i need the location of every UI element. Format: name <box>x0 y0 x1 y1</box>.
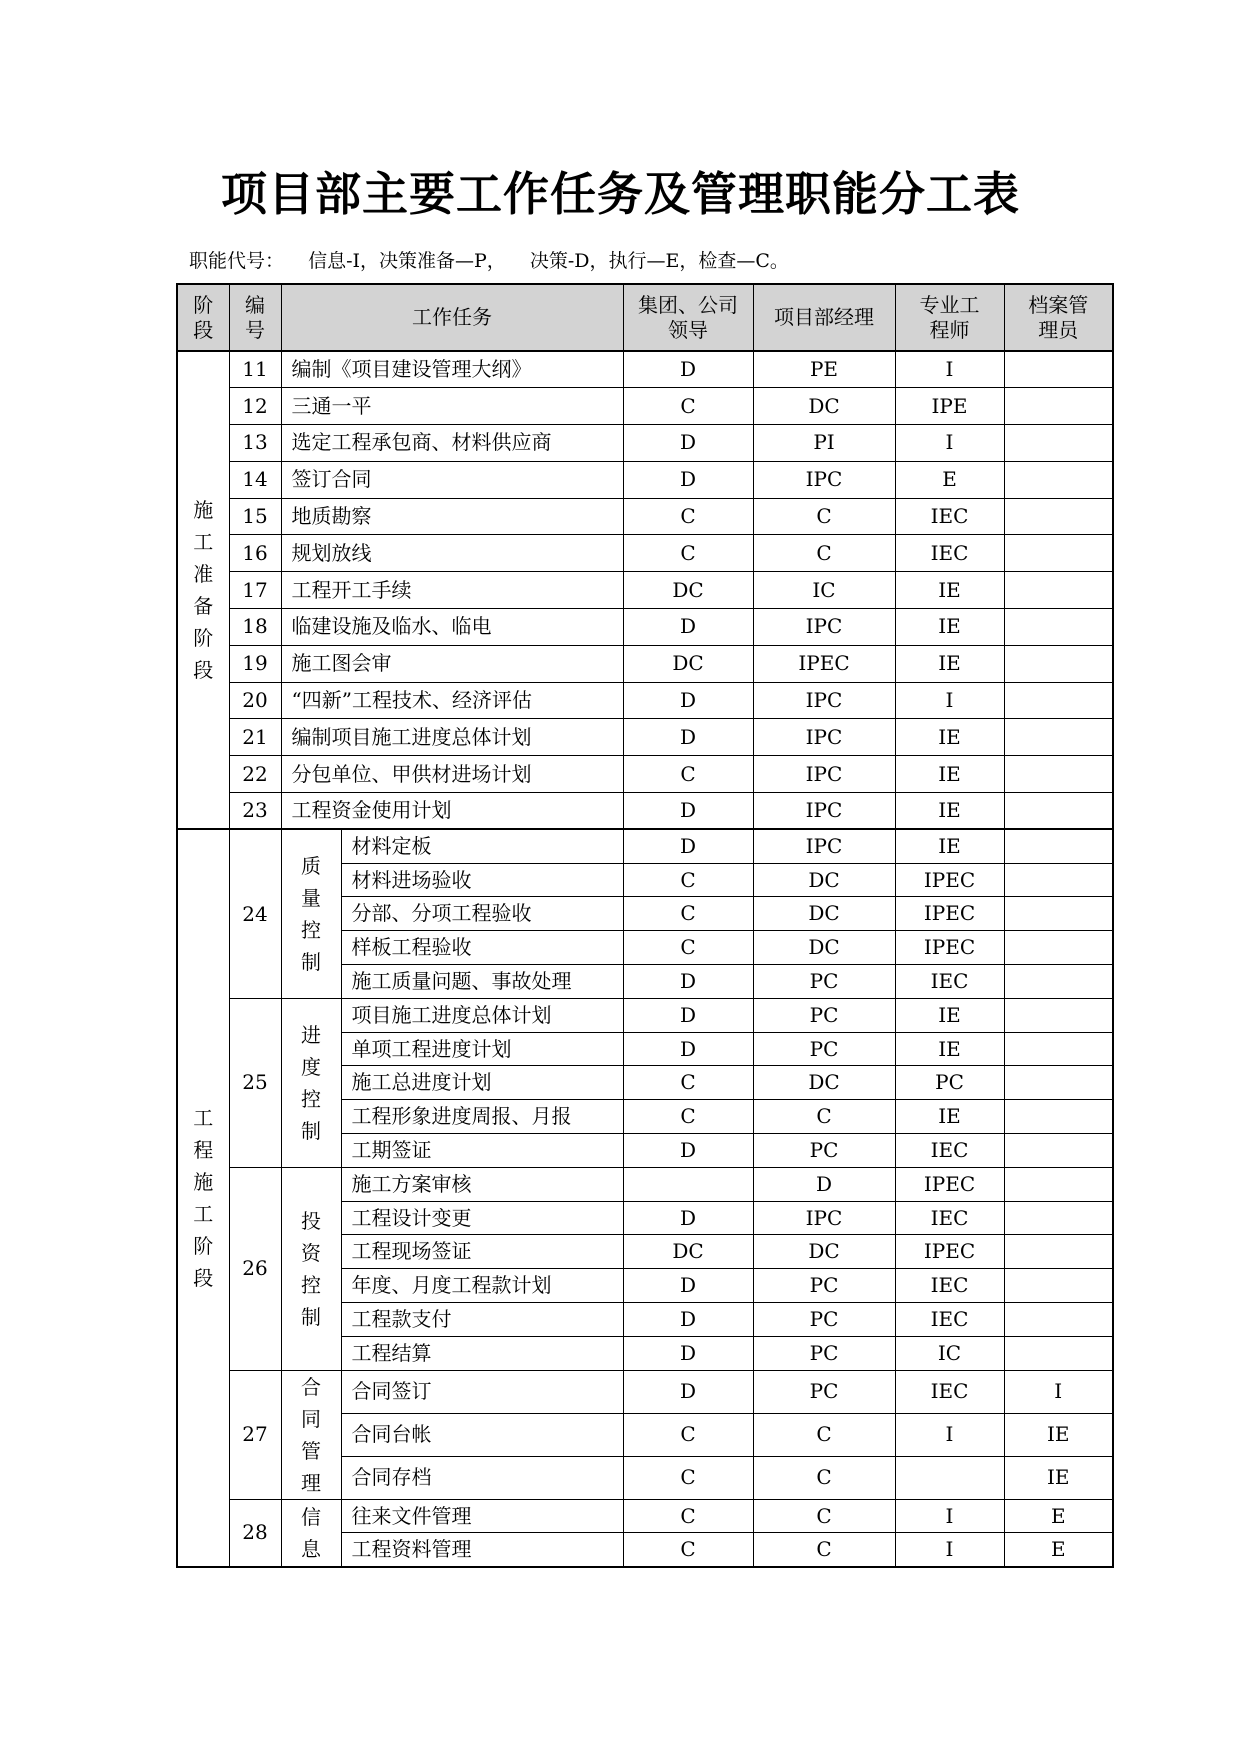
category-label <box>281 1499 341 1567</box>
archivist-role <box>1004 498 1113 535</box>
task-name: 单项工程进度计划 <box>341 1032 623 1066</box>
project-manager-role: IPC <box>753 461 895 498</box>
task-name: 编制项目施工进度总体计划 <box>281 719 623 756</box>
engineer-role: IE <box>895 756 1004 793</box>
archivist-role <box>1004 1235 1113 1269</box>
task-name: 地质勘察 <box>281 498 623 535</box>
project-manager-role: IPC <box>753 609 895 646</box>
archivist-role <box>1004 609 1113 646</box>
category-label <box>281 1167 341 1370</box>
task-name: 工程款支付 <box>341 1303 623 1337</box>
engineer-role: IEC <box>895 965 1004 999</box>
header-label: 编号 <box>245 292 265 342</box>
group-leader-role: D <box>623 682 753 719</box>
table-row <box>177 645 1113 682</box>
group-leader-role: C <box>623 863 753 897</box>
engineer-role: I <box>895 1533 1004 1567</box>
engineer-role: IC <box>895 1336 1004 1370</box>
row-number: 23 <box>229 793 281 830</box>
engineer-role: I <box>895 351 1004 388</box>
engineer-role: IPE <box>895 388 1004 425</box>
group-leader-role: C <box>623 1100 753 1134</box>
task-name: 合同存档 <box>341 1456 623 1499</box>
archivist-role <box>1004 645 1113 682</box>
legend-prefix: 职能代号： <box>189 250 285 272</box>
engineer-role: IEC <box>895 498 1004 535</box>
engineer-role: IEC <box>895 1269 1004 1303</box>
group-leader-role: D <box>623 1303 753 1337</box>
engineer-role: I <box>895 1413 1004 1456</box>
table-row <box>177 572 1113 609</box>
project-manager-role: IPC <box>753 756 895 793</box>
stage-label-text: 工程施工阶段 <box>193 1106 214 1291</box>
table-row <box>177 1167 1113 1201</box>
group-leader-role: D <box>623 1134 753 1168</box>
table-header-row <box>177 284 1113 351</box>
legend-item: 信息-I，决策准备—P， <box>308 250 506 272</box>
project-manager-role: C <box>753 498 895 535</box>
table-row <box>177 461 1113 498</box>
table-row <box>177 425 1113 462</box>
group-number: 28 <box>229 1499 281 1567</box>
group-leader-role: D <box>623 461 753 498</box>
engineer-role: IEC <box>895 535 1004 572</box>
engineer-role <box>895 1456 1004 1499</box>
project-manager-role: PE <box>753 351 895 388</box>
row-number: 22 <box>229 756 281 793</box>
table-row <box>177 829 1113 863</box>
task-name: 工程现场签证 <box>341 1235 623 1269</box>
project-manager-role: IPEC <box>753 645 895 682</box>
header-group-leaders <box>623 284 753 351</box>
engineer-role: IE <box>895 829 1004 863</box>
group-leader-role: D <box>623 793 753 830</box>
archivist-role: E <box>1004 1499 1113 1533</box>
group-leader-role: C <box>623 1456 753 1499</box>
task-name: 合同签订 <box>341 1370 623 1413</box>
project-manager-role: PC <box>753 998 895 1032</box>
engineer-role: IE <box>895 719 1004 756</box>
group-leader-role: C <box>623 1533 753 1567</box>
group-leader-role: D <box>623 998 753 1032</box>
archivist-role: IE <box>1004 1413 1113 1456</box>
table-row <box>177 498 1113 535</box>
category-label-text: 合同管理 <box>301 1374 321 1495</box>
archivist-role: IE <box>1004 1456 1113 1499</box>
group-leader-role: C <box>623 1066 753 1100</box>
task-name: 签订合同 <box>281 461 623 498</box>
archivist-role <box>1004 1269 1113 1303</box>
project-manager-role: C <box>753 1533 895 1567</box>
task-name: 规划放线 <box>281 535 623 572</box>
archivist-role <box>1004 829 1113 863</box>
table-row <box>177 1499 1113 1533</box>
group-leader-role: D <box>623 965 753 999</box>
task-name: 工程设计变更 <box>341 1201 623 1235</box>
header-num <box>229 284 281 351</box>
engineer-role: IE <box>895 1100 1004 1134</box>
group-leader-role: DC <box>623 645 753 682</box>
header-label: 阶段 <box>193 292 214 342</box>
responsibility-table <box>176 283 1114 1568</box>
engineer-role: IE <box>895 645 1004 682</box>
table-row <box>177 998 1113 1032</box>
archivist-role <box>1004 1032 1113 1066</box>
archivist-role <box>1004 897 1113 931</box>
table-row <box>177 351 1113 388</box>
archivist-role <box>1004 535 1113 572</box>
task-name: 施工图会审 <box>281 645 623 682</box>
row-number: 14 <box>229 461 281 498</box>
task-name: 项目施工进度总体计划 <box>341 998 623 1032</box>
archivist-role <box>1004 351 1113 388</box>
group-leader-role: D <box>623 829 753 863</box>
engineer-role: IEC <box>895 1303 1004 1337</box>
project-manager-role: PC <box>753 1303 895 1337</box>
group-leader-role: C <box>623 897 753 931</box>
project-manager-role: PC <box>753 1134 895 1168</box>
group-leader-role: C <box>623 498 753 535</box>
group-number: 25 <box>229 998 281 1167</box>
group-leader-role: D <box>623 351 753 388</box>
archivist-role <box>1004 425 1113 462</box>
project-manager-role: DC <box>753 1235 895 1269</box>
engineer-role: I <box>895 1499 1004 1533</box>
group-leader-role: D <box>623 609 753 646</box>
archivist-role <box>1004 756 1113 793</box>
table-row <box>177 682 1113 719</box>
archivist-role <box>1004 793 1113 830</box>
engineer-role: IE <box>895 1032 1004 1066</box>
archivist-role <box>1004 931 1113 965</box>
task-name: 工程形象进度周报、月报 <box>341 1100 623 1134</box>
task-name: 分包单位、甲供材进场计划 <box>281 756 623 793</box>
category-label <box>281 829 341 998</box>
table-row <box>177 388 1113 425</box>
task-name: 合同台帐 <box>341 1413 623 1456</box>
project-manager-role: DC <box>753 1066 895 1100</box>
archivist-role <box>1004 1100 1113 1134</box>
engineer-role: IPEC <box>895 863 1004 897</box>
header-task: 工作任务 <box>281 284 623 351</box>
engineer-role: IPEC <box>895 1235 1004 1269</box>
task-name: 材料定板 <box>341 829 623 863</box>
task-name: 工程结算 <box>341 1336 623 1370</box>
row-number: 13 <box>229 425 281 462</box>
project-manager-role: IPC <box>753 682 895 719</box>
group-number: 26 <box>229 1167 281 1370</box>
archivist-role: E <box>1004 1533 1113 1567</box>
category-label-text: 质量控制 <box>301 854 321 975</box>
group-leader-role: C <box>623 1499 753 1533</box>
group-leader-role: D <box>623 1032 753 1066</box>
engineer-role: IPEC <box>895 897 1004 931</box>
task-name: 施工总进度计划 <box>341 1066 623 1100</box>
task-name: 工程资金使用计划 <box>281 793 623 830</box>
group-leader-role: DC <box>623 1235 753 1269</box>
group-leader-role: C <box>623 1413 753 1456</box>
table-row <box>177 793 1113 830</box>
engineer-role: I <box>895 425 1004 462</box>
task-name: 年度、月度工程款计划 <box>341 1269 623 1303</box>
archivist-role <box>1004 1303 1113 1337</box>
group-leader-role: D <box>623 1201 753 1235</box>
archivist-role <box>1004 863 1113 897</box>
construction-stage-body <box>177 829 1113 1566</box>
archivist-role <box>1004 461 1113 498</box>
group-leader-role: DC <box>623 572 753 609</box>
row-number: 16 <box>229 535 281 572</box>
project-manager-role: PC <box>753 1269 895 1303</box>
task-name: 施工质量问题、事故处理 <box>341 965 623 999</box>
header-label: 集团、公司领导 <box>638 292 738 342</box>
group-leader-role: C <box>623 931 753 965</box>
row-number: 21 <box>229 719 281 756</box>
category-label <box>281 1370 341 1499</box>
category-label-text: 投资控制 <box>301 1208 321 1329</box>
archivist-role <box>1004 1336 1113 1370</box>
task-name: 往来文件管理 <box>341 1499 623 1533</box>
table-row <box>177 609 1113 646</box>
archivist-role: I <box>1004 1370 1113 1413</box>
engineer-role: IPEC <box>895 931 1004 965</box>
group-leader-role: C <box>623 388 753 425</box>
project-manager-role: DC <box>753 931 895 965</box>
project-manager-role: C <box>753 1100 895 1134</box>
group-leader-role <box>623 1167 753 1201</box>
project-manager-role: IPC <box>753 719 895 756</box>
task-name: 分部、分项工程验收 <box>341 897 623 931</box>
project-manager-role: D <box>753 1167 895 1201</box>
project-manager-role: DC <box>753 863 895 897</box>
task-name: 选定工程承包商、材料供应商 <box>281 425 623 462</box>
project-manager-role: PC <box>753 1370 895 1413</box>
group-leader-role: D <box>623 719 753 756</box>
category-label <box>281 998 341 1167</box>
header-label: 档案管理员 <box>1028 292 1089 342</box>
group-number: 27 <box>229 1370 281 1499</box>
group-leader-role: D <box>623 1269 753 1303</box>
task-name: 三通一平 <box>281 388 623 425</box>
row-number: 20 <box>229 682 281 719</box>
project-manager-role: DC <box>753 897 895 931</box>
task-name: 工期签证 <box>341 1134 623 1168</box>
project-manager-role: C <box>753 1456 895 1499</box>
archivist-role <box>1004 1134 1113 1168</box>
task-name: 工程开工手续 <box>281 572 623 609</box>
table-row <box>177 1370 1113 1413</box>
engineer-role: IEC <box>895 1201 1004 1235</box>
legend-item: 决策-D，执行—E，检查—C。 <box>529 250 789 272</box>
archivist-role <box>1004 719 1113 756</box>
engineer-role: E <box>895 461 1004 498</box>
archivist-role <box>1004 965 1113 999</box>
task-name: 编制《项目建设管理大纲》 <box>281 351 623 388</box>
engineer-role: IPEC <box>895 1167 1004 1201</box>
task-name: 样板工程验收 <box>341 931 623 965</box>
project-manager-role: C <box>753 1413 895 1456</box>
task-name: 材料进场验收 <box>341 863 623 897</box>
group-number: 24 <box>229 829 281 998</box>
engineer-role: IEC <box>895 1134 1004 1168</box>
stage-label <box>177 351 229 829</box>
row-number: 12 <box>229 388 281 425</box>
row-number: 15 <box>229 498 281 535</box>
archivist-role <box>1004 1201 1113 1235</box>
header-archivist <box>1004 284 1113 351</box>
row-number: 19 <box>229 645 281 682</box>
project-manager-role: PC <box>753 1336 895 1370</box>
row-number: 18 <box>229 609 281 646</box>
header-project-manager: 项目部经理 <box>753 284 895 351</box>
archivist-role <box>1004 1167 1113 1201</box>
task-name: “四新”工程技术、经济评估 <box>281 682 623 719</box>
category-label-text: 进度控制 <box>301 1022 321 1143</box>
header-stage <box>177 284 229 351</box>
project-manager-role: IPC <box>753 1201 895 1235</box>
project-manager-role: C <box>753 1499 895 1533</box>
stage-label-text: 施工准备阶段 <box>193 498 214 683</box>
engineer-role: IE <box>895 793 1004 830</box>
category-label-text: 信息 <box>301 1504 321 1561</box>
prep-stage-body <box>177 351 1113 829</box>
group-leader-role: D <box>623 425 753 462</box>
project-manager-role: PC <box>753 1032 895 1066</box>
table-row <box>177 756 1113 793</box>
archivist-role <box>1004 1066 1113 1100</box>
group-leader-role: D <box>623 1336 753 1370</box>
archivist-role <box>1004 998 1113 1032</box>
project-manager-role: IC <box>753 572 895 609</box>
engineer-role: IE <box>895 609 1004 646</box>
project-manager-role: C <box>753 535 895 572</box>
task-name: 工程资料管理 <box>341 1533 623 1567</box>
engineer-role: IE <box>895 572 1004 609</box>
project-manager-role: IPC <box>753 829 895 863</box>
table-row <box>177 535 1113 572</box>
engineer-role: IE <box>895 998 1004 1032</box>
group-leader-role: C <box>623 535 753 572</box>
stage-label <box>177 829 229 1566</box>
project-manager-role: PI <box>753 425 895 462</box>
project-manager-role: DC <box>753 388 895 425</box>
header-engineer <box>895 284 1004 351</box>
engineer-role: PC <box>895 1066 1004 1100</box>
header-label: 专业工程师 <box>919 292 980 342</box>
group-leader-role: D <box>623 1370 753 1413</box>
engineer-role: IEC <box>895 1370 1004 1413</box>
project-manager-role: PC <box>753 965 895 999</box>
page-title: 项目部主要工作任务及管理职能分工表 <box>221 167 1020 221</box>
engineer-role: I <box>895 682 1004 719</box>
archivist-role <box>1004 388 1113 425</box>
table-row <box>177 719 1113 756</box>
task-name: 临建设施及临水、临电 <box>281 609 623 646</box>
group-leader-role: C <box>623 756 753 793</box>
row-number: 17 <box>229 572 281 609</box>
archivist-role <box>1004 572 1113 609</box>
archivist-role <box>1004 682 1113 719</box>
function-code-legend <box>189 246 807 273</box>
project-manager-role: IPC <box>753 793 895 830</box>
task-name: 施工方案审核 <box>341 1167 623 1201</box>
row-number: 11 <box>229 351 281 388</box>
